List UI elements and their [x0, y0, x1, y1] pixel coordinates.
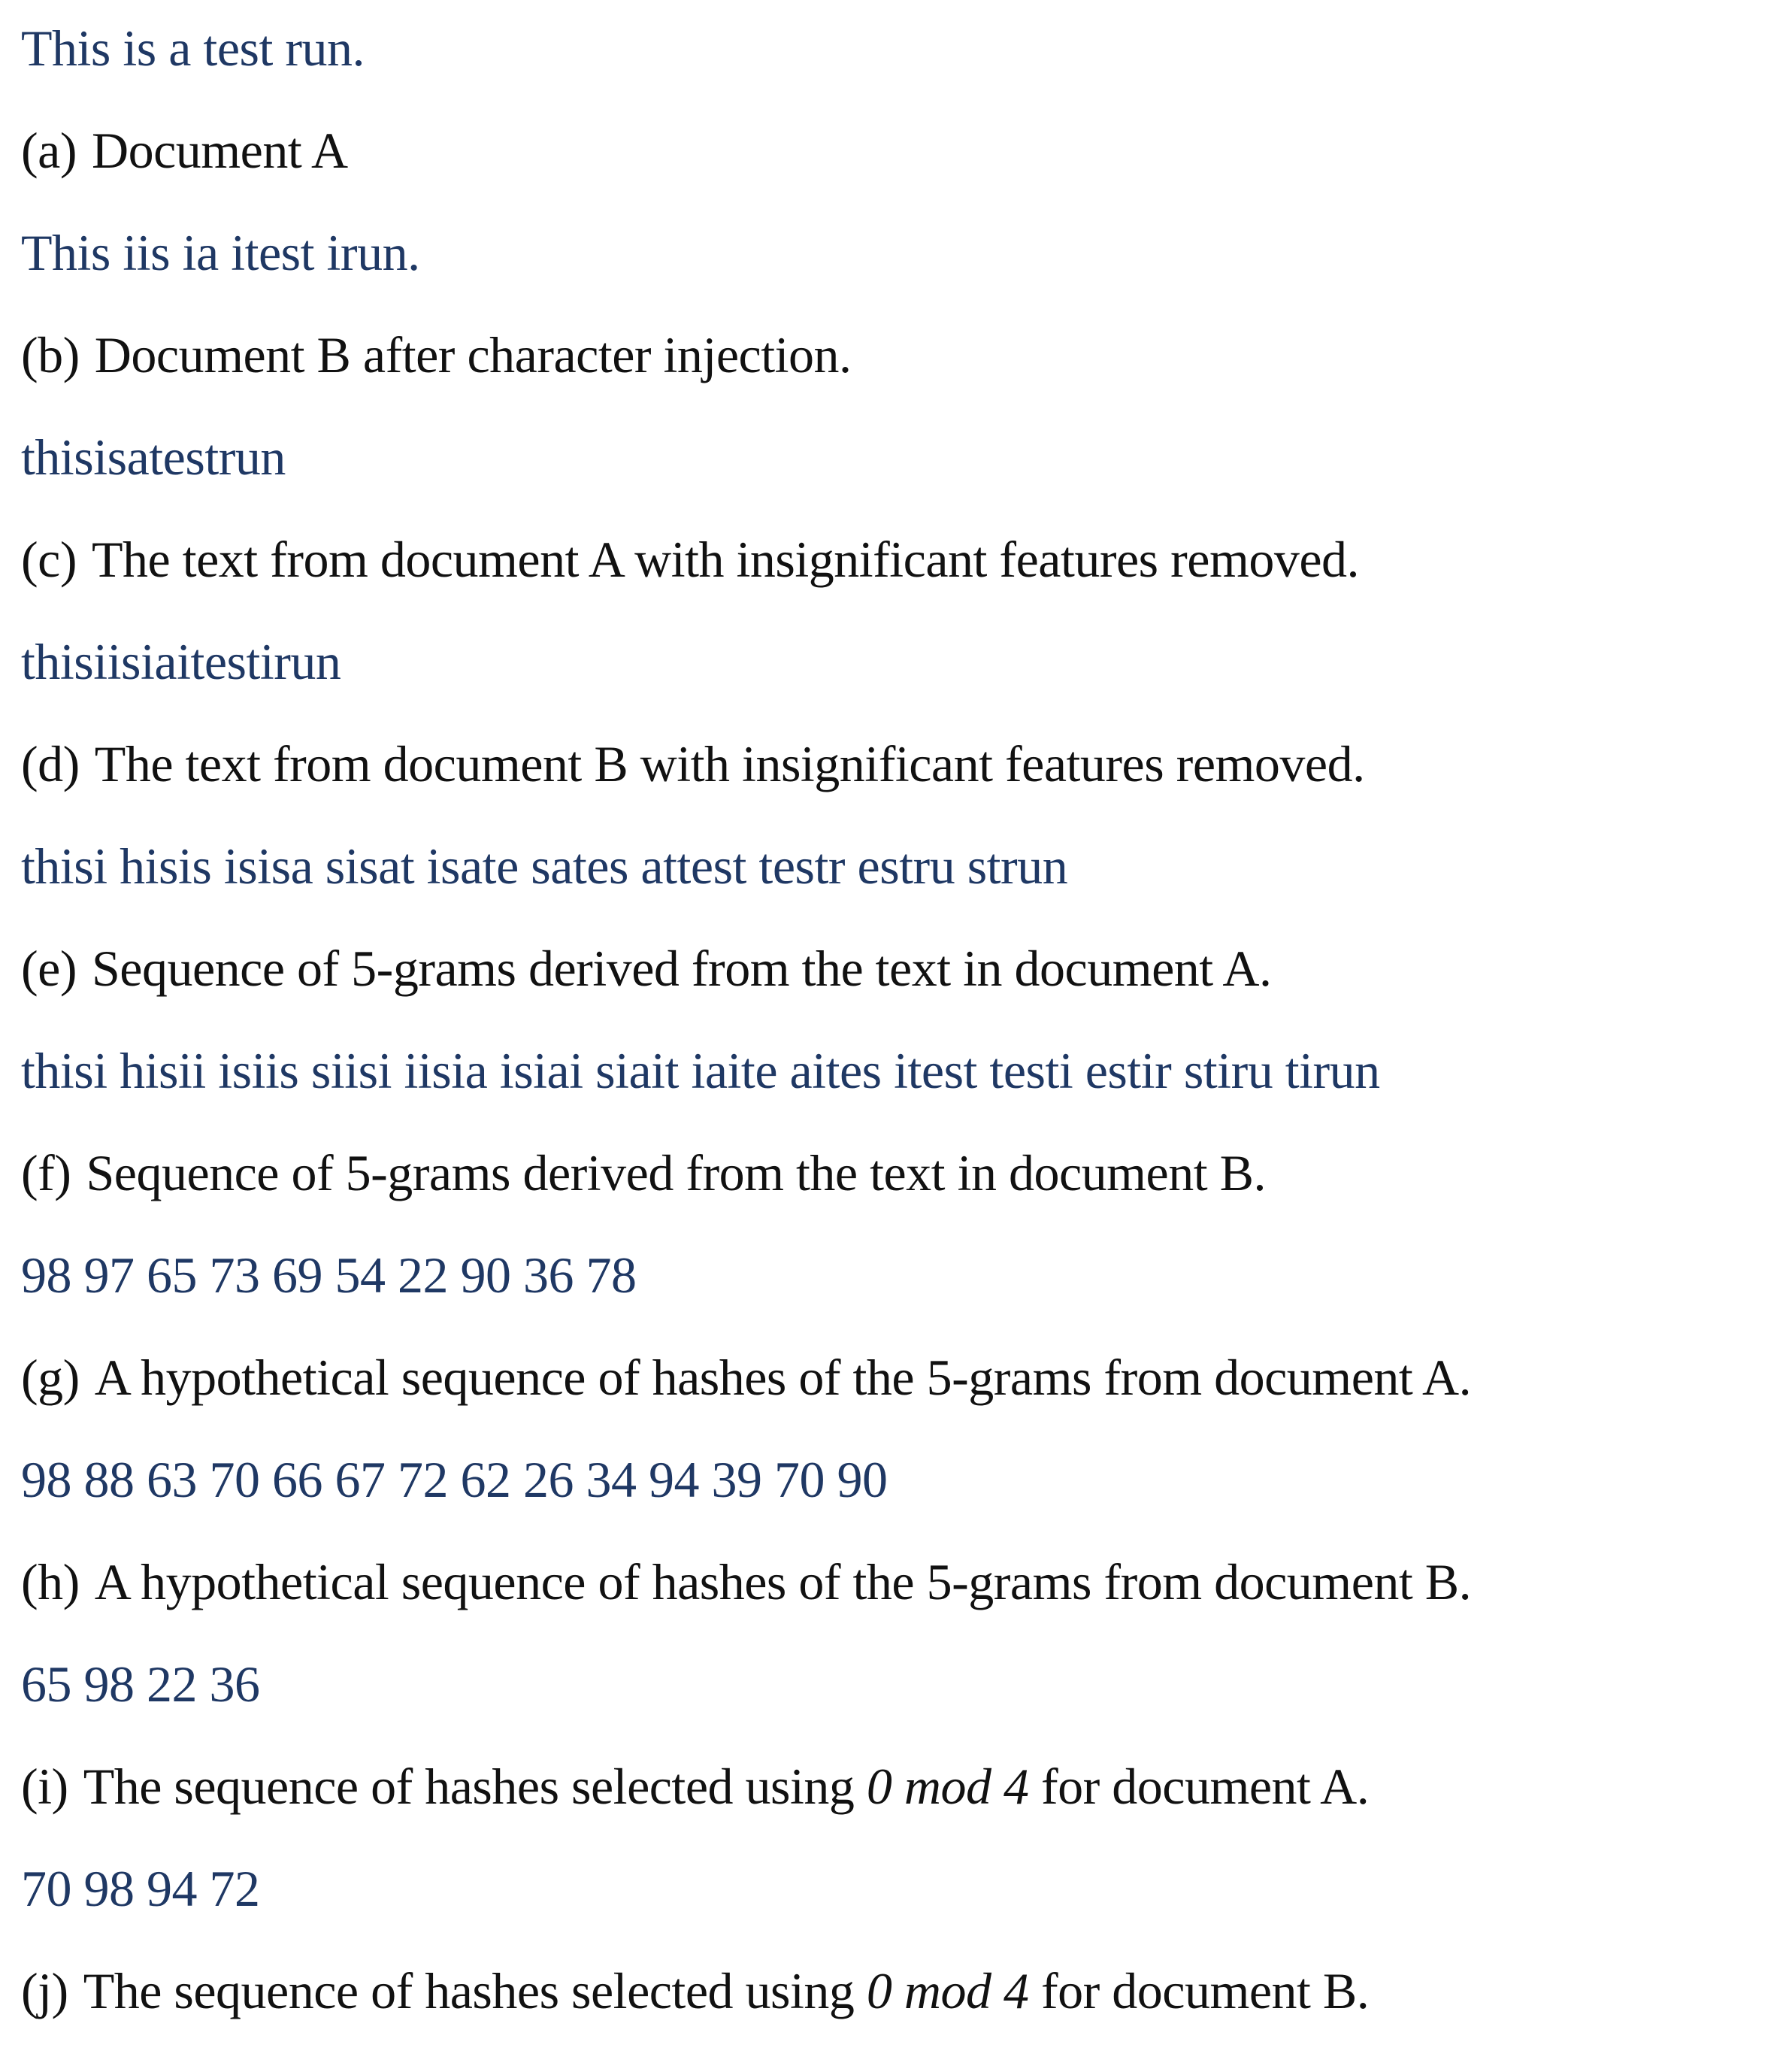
caption-text: The text from document B with insignificant features removed. [94, 735, 1365, 792]
sample-text-f: thisi hisii isiis siisi iisia isiai siait iaite aites itest testi estir stiru tirun [21, 1042, 1380, 1099]
sample-text-g: 98 97 65 73 69 54 22 90 36 78 [21, 1247, 637, 1304]
caption-label: (j) [21, 1962, 68, 2019]
caption-text: The text from document A with insignificant features removed. [91, 531, 1360, 588]
caption-math: 0 mod 4 [866, 1962, 1029, 2019]
caption-label: (h) [21, 1553, 80, 1610]
sample-text-c: thisisatestrun [21, 429, 286, 486]
caption-j [21, 1961, 1369, 2021]
sample-text-e: thisi hisis isisa sisat isate sates attest testr estru strun [21, 838, 1068, 895]
caption-label: (a) [21, 122, 77, 179]
caption-label: (e) [21, 940, 77, 997]
caption-text: A hypothetical sequence of hashes of the 5-grams from document A. [94, 1349, 1472, 1406]
caption-label: (c) [21, 531, 77, 588]
caption-h [21, 1552, 1471, 1612]
caption-text: A hypothetical sequence of hashes of the 5-grams from document B. [94, 1553, 1472, 1610]
caption-text: Document B after character injection. [94, 326, 852, 383]
caption-math: 0 mod 4 [866, 1758, 1029, 1815]
sample-text-i: 65 98 22 36 [21, 1655, 260, 1713]
caption-g [21, 1347, 1471, 1407]
caption-text-end: for document B. [1028, 1962, 1370, 2019]
caption-text-end: for document A. [1028, 1758, 1370, 1815]
sample-text-d: thisiisiaitestirun [21, 633, 341, 690]
caption-a [21, 120, 348, 180]
caption-label: (d) [21, 735, 80, 792]
caption-f [21, 1143, 1266, 1203]
caption-c [21, 529, 1359, 589]
caption-label: (i) [21, 1758, 68, 1815]
caption-i [21, 1756, 1369, 1816]
caption-d [21, 734, 1365, 794]
sample-text-a: This is a test run. [21, 20, 365, 77]
caption-label: (g) [21, 1349, 80, 1406]
caption-text: The sequence of hashes selected using [83, 1962, 867, 2019]
caption-text: Sequence of 5-grams derived from the text in document A. [91, 940, 1272, 997]
caption-text: Sequence of 5-grams derived from the text in document B. [86, 1144, 1266, 1201]
sample-text-b: This iis ia itest irun. [21, 224, 420, 281]
caption-text: The sequence of hashes selected using [83, 1758, 867, 1815]
caption-text: Document A [91, 122, 348, 179]
sample-text-j: 70 98 94 72 [21, 1860, 260, 1917]
sample-text-h: 98 88 63 70 66 67 72 62 26 34 94 39 70 90 [21, 1451, 888, 1508]
caption-label: (b) [21, 326, 80, 383]
caption-b [21, 325, 851, 385]
caption-e [21, 938, 1272, 998]
caption-label: (f) [21, 1144, 71, 1201]
